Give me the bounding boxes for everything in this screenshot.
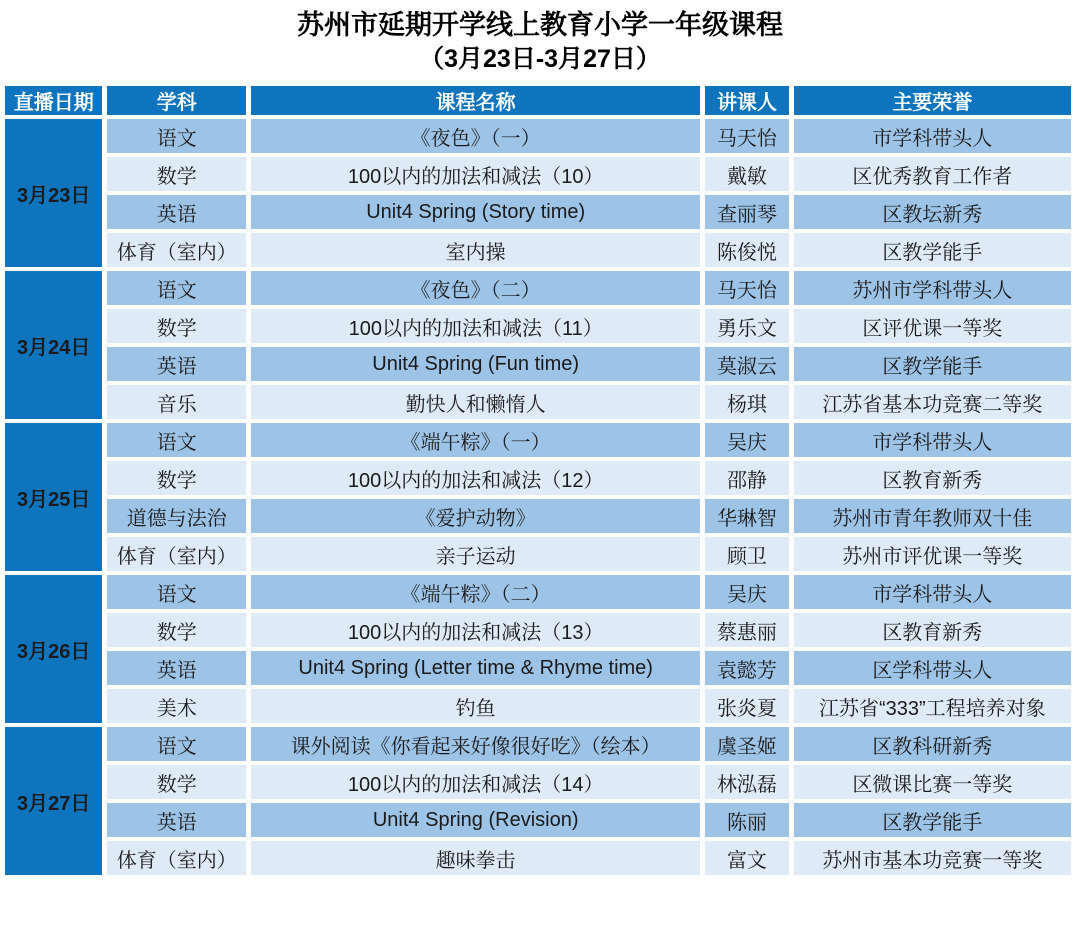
course-cell: 亲子运动 — [251, 537, 700, 571]
teacher-cell: 马天怡 — [705, 119, 788, 153]
date-cell: 3月27日 — [5, 727, 102, 875]
header-lecturer: 讲课人 — [705, 86, 788, 115]
teacher-cell: 蔡惠丽 — [705, 613, 788, 647]
honor-cell: 苏州市基本功竞赛一等奖 — [794, 841, 1071, 875]
teacher-cell: 邵静 — [705, 461, 788, 495]
course-cell: 100以内的加法和减法（11） — [251, 309, 700, 343]
header-course-name: 课程名称 — [251, 86, 700, 115]
teacher-cell: 袁懿芳 — [705, 651, 788, 685]
teacher-cell: 林泓磊 — [705, 765, 788, 799]
page-title-date-range: （3月23日-3月27日） — [419, 44, 661, 73]
honor-cell: 苏州市学科带头人 — [794, 271, 1071, 305]
teacher-cell: 陈丽 — [705, 803, 788, 837]
subject-cell: 体育（室内） — [107, 233, 246, 267]
honor-cell: 江苏省“333”工程培养对象 — [794, 689, 1071, 723]
table-row — [5, 651, 1071, 685]
table-row — [5, 765, 1071, 799]
teacher-cell: 富文 — [705, 841, 788, 875]
subject-cell: 数学 — [107, 461, 246, 495]
table-row — [5, 613, 1071, 647]
course-cell: 《端午粽》（二） — [251, 575, 700, 609]
header-subject: 学科 — [107, 86, 246, 115]
teacher-cell: 陈俊悦 — [705, 233, 788, 267]
course-cell: 《爱护动物》 — [251, 499, 700, 533]
honor-cell: 区学科带头人 — [794, 651, 1071, 685]
date-cell: 3月24日 — [5, 271, 102, 419]
table-row — [5, 119, 1071, 153]
honor-cell: 区教育新秀 — [794, 461, 1071, 495]
teacher-cell: 勇乐文 — [705, 309, 788, 343]
table-row — [5, 271, 1071, 305]
honor-cell: 区评优课一等奖 — [794, 309, 1071, 343]
subject-cell: 数学 — [107, 765, 246, 799]
table-row — [5, 803, 1071, 837]
course-cell: 趣味拳击 — [251, 841, 700, 875]
header-main-honors: 主要荣誉 — [794, 86, 1071, 115]
table-row — [5, 233, 1071, 267]
table-row — [5, 499, 1071, 533]
honor-cell: 苏州市评优课一等奖 — [794, 537, 1071, 571]
course-cell: 《夜色》（一） — [251, 119, 700, 153]
subject-cell: 英语 — [107, 347, 246, 381]
table-row — [5, 727, 1071, 761]
subject-cell: 体育（室内） — [107, 841, 246, 875]
subject-cell: 体育（室内） — [107, 537, 246, 571]
subject-cell: 语文 — [107, 575, 246, 609]
course-cell: 100以内的加法和减法（12） — [251, 461, 700, 495]
course-cell: 课外阅读《你看起来好像很好吃》（绘本） — [251, 727, 700, 761]
table-row — [5, 537, 1071, 571]
honor-cell: 区教学能手 — [794, 347, 1071, 381]
honor-cell: 江苏省基本功竞赛二等奖 — [794, 385, 1071, 419]
teacher-cell: 顾卫 — [705, 537, 788, 571]
course-cell: 室内操 — [251, 233, 700, 267]
honor-cell: 区教坛新秀 — [794, 195, 1071, 229]
course-cell: 100以内的加法和减法（10） — [251, 157, 700, 191]
subject-cell: 语文 — [107, 423, 246, 457]
subject-cell: 语文 — [107, 727, 246, 761]
subject-cell: 语文 — [107, 271, 246, 305]
teacher-cell: 华琳智 — [705, 499, 788, 533]
honor-cell: 区微课比赛一等奖 — [794, 765, 1071, 799]
course-cell: Unit4 Spring (Letter time & Rhyme time) — [251, 651, 700, 685]
date-cell: 3月23日 — [5, 119, 102, 267]
page-title — [0, 0, 1080, 82]
teacher-cell: 查丽琴 — [705, 195, 788, 229]
honor-cell: 区教学能手 — [794, 233, 1071, 267]
teacher-cell: 张炎夏 — [705, 689, 788, 723]
subject-cell: 数学 — [107, 157, 246, 191]
course-cell: Unit4 Spring (Story time) — [251, 195, 700, 229]
teacher-cell: 莫淑云 — [705, 347, 788, 381]
teacher-cell: 戴敏 — [705, 157, 788, 191]
honor-cell: 区教学能手 — [794, 803, 1071, 837]
header-row — [5, 86, 1071, 115]
course-cell: 《端午粽》（一） — [251, 423, 700, 457]
table-row — [5, 461, 1071, 495]
subject-cell: 语文 — [107, 119, 246, 153]
page-title-line1: 苏州市延期开学线上教育小学一年级课程 — [297, 9, 783, 40]
teacher-cell: 虞圣姬 — [705, 727, 788, 761]
teacher-cell: 马天怡 — [705, 271, 788, 305]
subject-cell: 道德与法治 — [107, 499, 246, 533]
course-schedule-table — [0, 82, 1076, 879]
table-row — [5, 689, 1071, 723]
course-cell: Unit4 Spring (Fun time) — [251, 347, 700, 381]
header-broadcast-date: 直播日期 — [5, 86, 102, 115]
table-row — [5, 423, 1071, 457]
subject-cell: 数学 — [107, 309, 246, 343]
table-row — [5, 195, 1071, 229]
teacher-cell: 吴庆 — [705, 423, 788, 457]
table-row — [5, 347, 1071, 381]
course-cell: 勤快人和懒惰人 — [251, 385, 700, 419]
honor-cell: 市学科带头人 — [794, 119, 1071, 153]
course-cell: 《夜色》（二） — [251, 271, 700, 305]
honor-cell: 区教育新秀 — [794, 613, 1071, 647]
course-cell: 钓鱼 — [251, 689, 700, 723]
teacher-cell: 杨琪 — [705, 385, 788, 419]
subject-cell: 英语 — [107, 651, 246, 685]
honor-cell: 市学科带头人 — [794, 423, 1071, 457]
honor-cell: 区优秀教育工作者 — [794, 157, 1071, 191]
subject-cell: 英语 — [107, 195, 246, 229]
table-row — [5, 157, 1071, 191]
subject-cell: 数学 — [107, 613, 246, 647]
subject-cell: 音乐 — [107, 385, 246, 419]
course-cell: Unit4 Spring (Revision) — [251, 803, 700, 837]
subject-cell: 英语 — [107, 803, 246, 837]
table-row — [5, 309, 1071, 343]
subject-cell: 美术 — [107, 689, 246, 723]
table-row — [5, 575, 1071, 609]
course-cell: 100以内的加法和减法（14） — [251, 765, 700, 799]
honor-cell: 市学科带头人 — [794, 575, 1071, 609]
table-row — [5, 385, 1071, 419]
honor-cell: 区教科研新秀 — [794, 727, 1071, 761]
honor-cell: 苏州市青年教师双十佳 — [794, 499, 1071, 533]
teacher-cell: 吴庆 — [705, 575, 788, 609]
schedule-body — [5, 119, 1071, 875]
date-cell: 3月25日 — [5, 423, 102, 571]
table-row — [5, 841, 1071, 875]
date-cell: 3月26日 — [5, 575, 102, 723]
course-cell: 100以内的加法和减法（13） — [251, 613, 700, 647]
